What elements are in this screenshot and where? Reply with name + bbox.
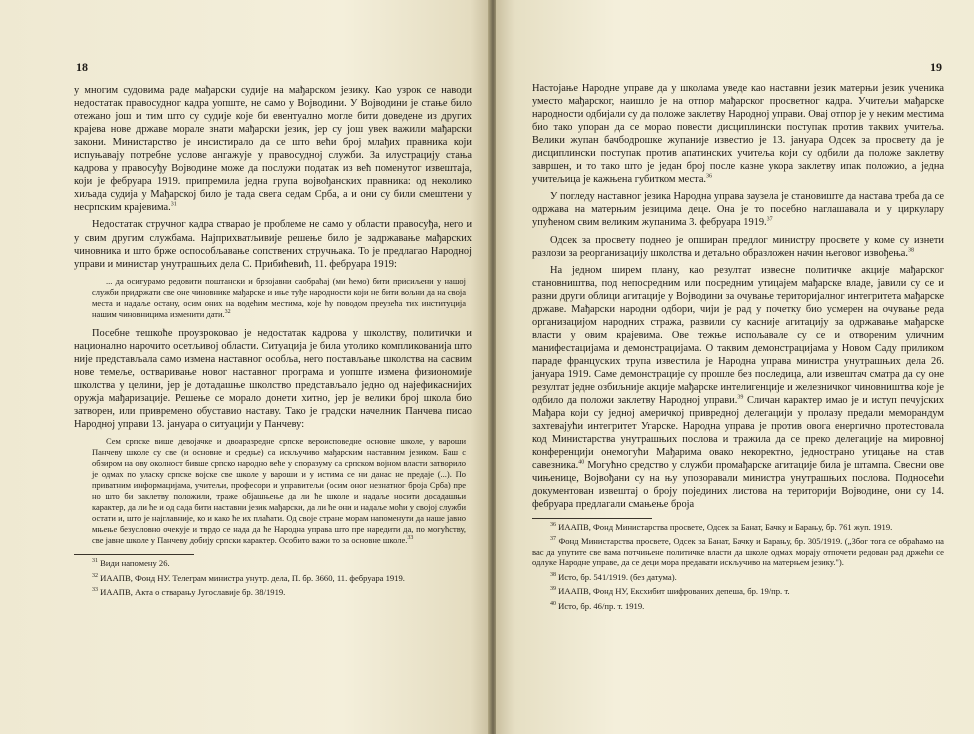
footnote: $^{38}$ Исто, бр. 541/1919. (без датума). [550,571,677,582]
footnote-mark: 31 [170,201,177,208]
left-paragraph-3: Посебне тешкоће проузроковао је недостатак кадрова у школству, политички и национално нарочито осетљивој области. Ситуација је била утолико компликованија што није представљала само измена наставног особља, него постављање школства на сасвим нове темеље, остваривање новог наставног програма и уопште измена физиономије школства у целини, јер је дотадашње школство представљало једно од најефикаснијих оружја мађаризације. Решење се морало донети хитно, јер је велики број школа био затворен, или привремено обуставио наставу. Тако је градски начелник Панчева писао Народној управи 13. јануара о ситуацији у Панчеву: [74,327,472,430]
right-page-body [532,82,944,612]
right-footnotes [532,522,944,612]
footnote: $^{40}$ Исто, бр. 46/пр. т. 1919. [550,601,645,612]
footnote-mark: 36 [706,173,713,180]
footnote-mark: 38 [908,247,915,254]
left-paragraph-1: у многим судовима раде мађарски судије на мађарском језику. Као узрок се наводи недостатак правосудног кадра уопште, не само у Војводини. У Војводини је стање било отежано још и тим што су судије које би евентуално могле бити доведене из других крајева нове државе морале знати мађарски језик, јер су још увек важили мађарски закони. Министарство је инсистирало да се што већи број млађих правника који испуњавају потребне услове ангажује у правосудној служби. За илустрацију стања кадрова у правосуђу Војводине може да послужи податак из већ поменутог извештаја, који је фебруара 1919. припремила једна група војвођанских правника: од неколико хиљада судија у Мађарској било је тада свега седам Срба, а и они су били смештени у несрпским крајевима.$^{31}$ [74,85,472,214]
footnote: $^{32}$ ИААПВ, Фонд НУ. Телеграм министра унутр. дела, П. бр. 3660, 11. фебруара 1919. [92,572,405,583]
right-paragraph-3: Одсек за просвету поднео је опширан предлог министру просвете у коме су изнети разлози за реорганизацију школства и детаљно образложен начин његовог извођења.$^{38}$ [532,234,944,259]
footnote-rule [532,518,652,519]
footnote: $^{33}$ ИААПВ, Акта о стварању Југославије бр. 38/1919. [92,587,286,598]
left-page-body [74,84,472,598]
footnote: $^{39}$ ИААПВ, Фонд НУ, Ексхибит шифрованих депеша, бр. 19/пр. т. [550,586,790,597]
footnote-mark: 33 [407,535,414,542]
right-page [496,0,974,734]
page-number-right: 19 [930,60,942,74]
footnote-mark: 40 [578,459,585,466]
left-paragraph-2: Недостатак стручног кадра стварао је проблеме не само у области правосуђа, него и у свим другим службама. Најприхватљивије решење било је задржавање мађарских чиновника и што брже оспособљавање сопствених стручњака. То је предлагао Народној управи и министар унутрашњих дела С. Прибићевић, 11. фебруара 1919: [74,219,472,270]
footnote-rule [74,554,194,555]
right-paragraph-2: У погледу наставног језика Народна управа заузела је становиште да настава треба да се одржава на матерњим језицима деце. Она је то посебно наглашавала и у циркулару упућеном свим великим жупанима 3. фебруара 1919.37 [532,191,944,229]
right-paragraph-1: Настојање Народне управе да у школама уведе као наставни језик матерњи језик ученика уместо мађарског, наишло је на отпор мађарског просветног кадра. Учитељи мађарске народности одбијали су да положе заклетву Народној управи. Овај отпор је у неким местима био тако упоран да се морао повести дисциплински поступак против таквих учитеља. Велики жупан бачбодрошке жупаније известио је 13. јануара Одсек за просвету да је дисциплински поступак против апатинских учитеља који су одбили да положе заклетву завршен, и то тако што је један број после казне укора заклетву ипак положио, а једна учитељица је кажњена губитком места.$^{36}$ [532,83,944,186]
left-footnotes [74,558,472,598]
footnote: $^{37}$ Фонд Министарства просвете, Одсек за Банат, Бачку и Барању, бр. 305/1919. („Због тога се обраћамо на вас да упутите све вама потчињене политичке власти да школе одмах морају отпочети редован рад држећи се одлуке Народне управе, да се деци мора предавати искључиво на матерњем језику."). [532,536,944,568]
footnote-mark: 32 [224,308,231,315]
block-quote-pancevo: Сем српске више девојачке и двоаразредне српске вероисповедне основне школе, у вароши Панчеву школе су све (и основне и средње) са искључиво мађарским наставним језиком. Баш с обзиром на ову околност бивше српско народно веће у споразуму са српском војном власти затворило је одмах по уласку српске војске све школе у вароши и у истима се ни данас не предаје (...). По приватним информацијама, учитељи, професори и управитељи (осим оног незнатног броја Срба) пре но што би заклетву положили, траже објашњење да ли ће школе и надаље носити досадашњи карактер, да ли ће и од сада бити наставни језик мађарски, да ли ће они и надаље моћи у својој служби остати и, што је најглавније, ко и како ће их плаћати. Од своје стране морам напоменути да наше јавно мњење безусловно очекује и тврдо се нада да ће Народна управа што пре наредити да, по могућству, све јавне школе у Панчеву добију српски карактер. Особито важи то за основне школе.$^{33}$ [92,436,466,546]
footnote-mark: 37 [766,217,773,223]
page-number-left: 18 [76,60,88,74]
footnote: $^{36}$ ИААПВ, Фонд Министарства просвете, Одсек за Банат, Бачку и Барању, бр. 761 жуп. 1919. [550,521,893,532]
footnote-mark: 39 [737,394,744,401]
footnote: $^{31}$ Види напомену 26. [92,558,170,569]
block-quote-telegram: ... да осигурамо редовити поштански и брзојавни саобраћај (ми ћемо) бити присиљени у нашој служби придржати све оне чиновнике мађарске и иње туђе народности који не бити вољни да на своја места и надаље остану, осим оних на водећим местима, које ћу поводом преузећа тих институција нашим чиновницима изменити дати.$^{32}$ [92,275,466,319]
right-paragraph-4: На једном ширем плану, као резултат извесне политичке акције мађарског становништва, под непосредним или посредним утицајем мађарске владе, јавили су се и разни други облици агитације у Војводини за очување територијалног интегритета мађарске државе. Мађарски народни одбори, чији је рад у почетку био усмерен на очување реда организацијом народних стража, развили су касније агитацију за одржавање мађарске власти у овим крајевима. Ове тежње испољавале су се и отвореним уличним манифестацијама и демонстрацијама. О таквим демонстрацијама у Новом Саду приликом параде француских трупа известила је Народна управа министра унутрашњих дела 26. јануара 1919. Саме демонстрације су прошле без последица, али извештач сматра да су оне резултат једне озбиљније акције мађарске интелигенције и железничког чиновништва које је одбило да положи заклетву Народној управи.$^{39}$ Сличан карактер имао је и иступ печујских Мађара који су једној америчкој привредној делегацији у пролазу предали меморандум захтевајући интегритет Угарске. Народна управа је против овога енергично протестовала код Министарства унутрашњих послова и тражила да се преко делегације на мировној конференцији онемогући Мађарима овако некоректно, једнострано утицање на став савезника.$^{40}$ Могућно средство у служби промађарске агитације била је штампа. Свесни ове чињенице, Војвођани су на њу упозоравали министра унутрашњих послова. Подносећи документован извештај о броју појединих листова на територији Војводине, они су 14. фебруара предлагали смањење броја [532,264,944,511]
